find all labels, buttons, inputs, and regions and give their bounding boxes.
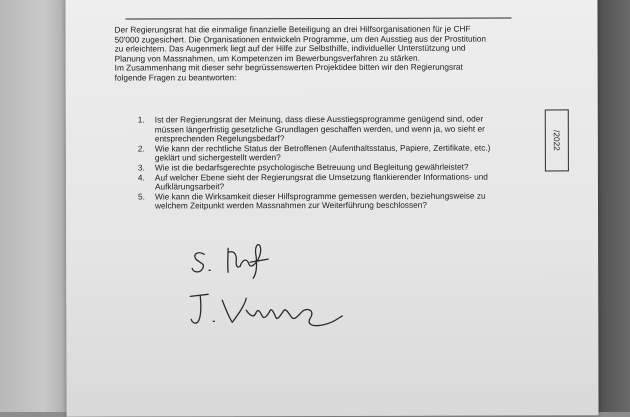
question-item [138,143,518,163]
question-line: Wie ist die bedarfsgerechte psychologische Betreuung und Begleitung gewährleistet? [154,161,469,173]
paragraph-line: Im Zusammenhang mit dieser sehr begrüssenswerten Projektidee bitten wir den Regierungsrat [114,62,463,73]
question-number: 4. [137,172,145,183]
reference-number: /2022 [551,130,562,151]
signature-1 [190,232,300,280]
paragraph-line: Planung von Massnahmen, um Kompetenzen im Bewerbungsverfahren zu stärken. [114,52,420,64]
header-rule [126,18,512,20]
signature-2 [186,288,346,334]
question-list [138,115,518,212]
question-number: 2. [137,143,145,154]
question-item [138,191,518,211]
question-number: 1. [137,114,145,125]
paragraph-line: 50'000 zugesichert. Die Organisationen entwickeln Programme, um den Ausstieg aus der Prostitution [114,33,487,45]
background-left [0,0,72,412]
question-line: Wie kann die Wirksamkeit dieser Hilfsprogramme gemessen werden, beziehungsweise zu [154,190,486,202]
question-line: müssen längerfristig gesetzliche Grundlagen geschaffen werden, und wenn ja, wo sieht er [154,123,485,135]
paragraph-line: folgende Fragen zu beantworten: [114,72,237,83]
question-number: 5. [137,191,145,202]
question-line: Aufklärungsarbeit? [154,181,225,192]
paragraph-line: zu erleichtern. Das Augenmerk liegt auf der Hilfe zur Selbsthilfe, individueller Unterstützung und [114,42,466,54]
question-line: welchem Zeitpunkt werden Massnahmen zur Weiterführung beschlossen? [154,200,427,211]
question-item [138,172,518,192]
question-item [138,115,518,145]
question-line: Auf welcher Ebene sieht der Regierungsrat die Umsetzung flankierender Informations- und [154,171,488,183]
reference-number-box [545,109,569,171]
question-line: geklärt und sichergestellt werden? [154,152,281,163]
question-line: entsprechenden Regelungsbedarf? [154,133,285,144]
paper-sheet [65,0,598,417]
question-number: 3. [137,162,145,173]
paragraph-line: Der Regierungsrat hat die einmalige finanzielle Beteiligung an drei Hilfsorganisationen für je CHF [114,23,471,35]
question-line: Wie kann der rechtliche Status der Betroffenen (Aufenthaltsstatus, Papiere, Zertifikate, etc.) [154,142,491,154]
question-line: Ist der Regierungsrat der Meinung, dass diese Ausstiegsprogramme genügend sind, oder [154,113,484,125]
intro-paragraph [115,24,535,83]
